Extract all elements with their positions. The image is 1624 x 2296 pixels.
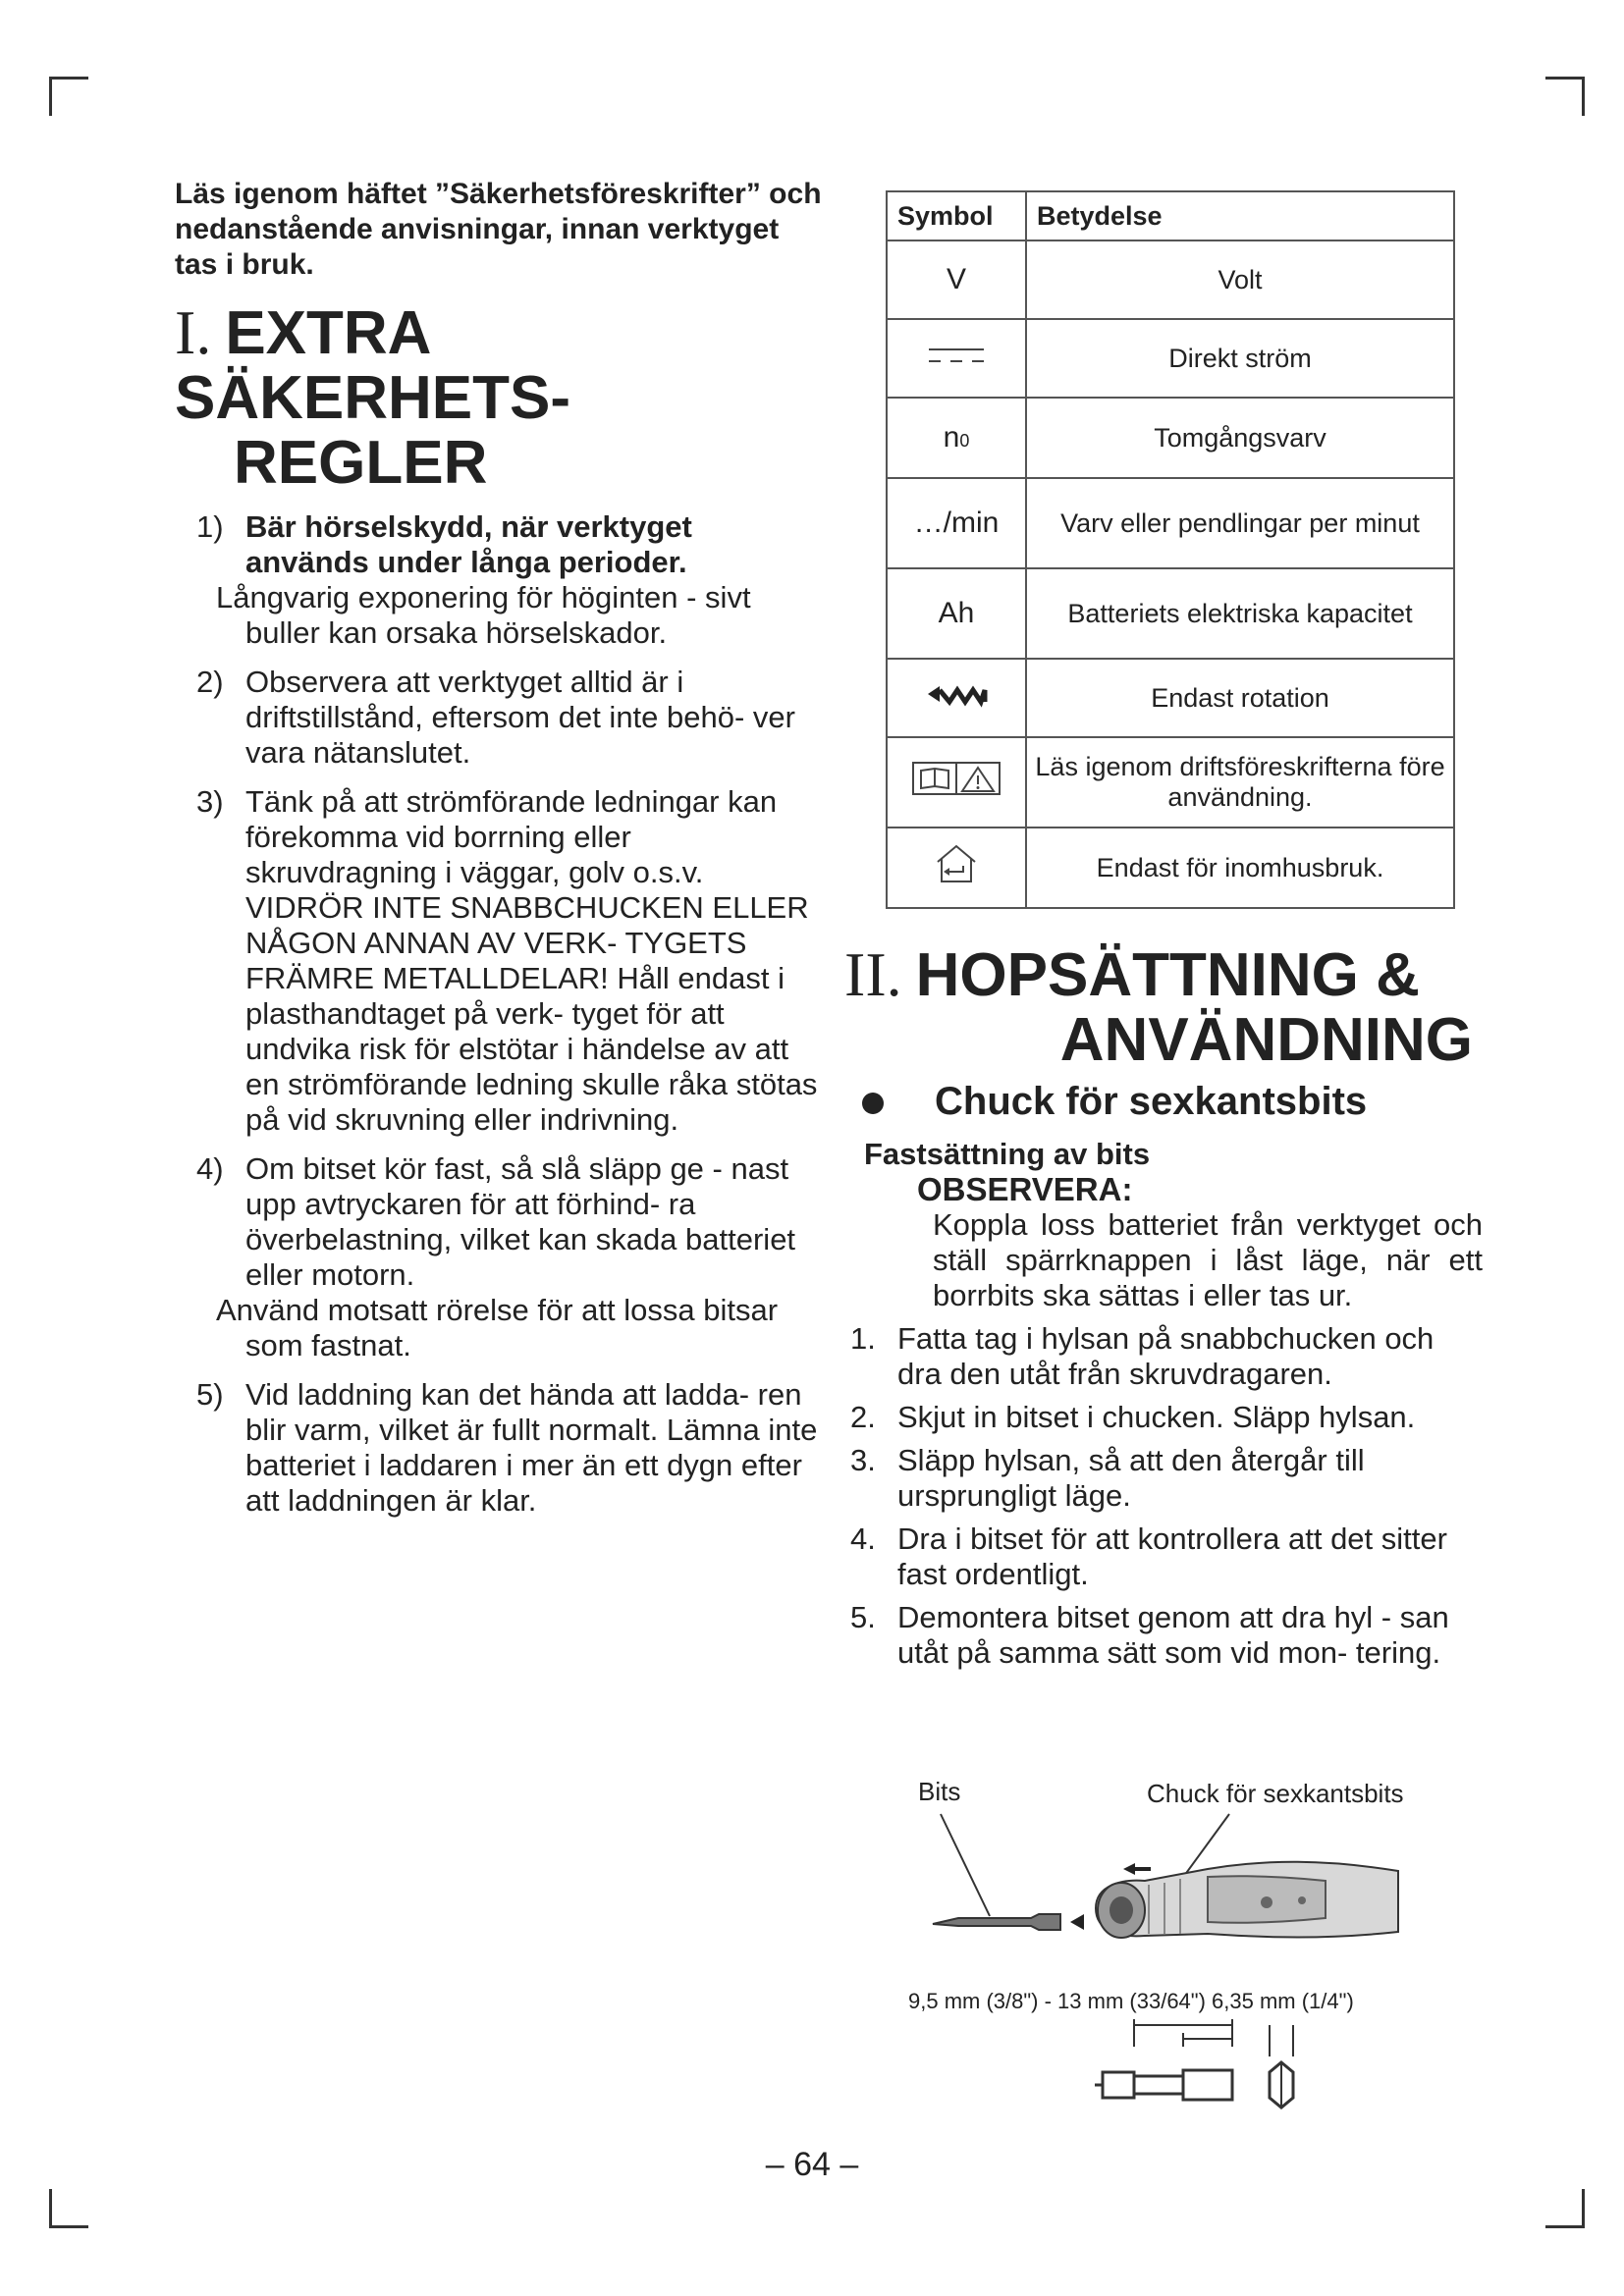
- symbol-cell: …/min: [887, 478, 1026, 568]
- note-heading: OBSERVERA:: [917, 1171, 1133, 1207]
- rule-number: 5): [196, 1377, 224, 1412]
- symbol-table-header: [887, 191, 1454, 240]
- crop-mark-bottom-right-v: [1582, 2189, 1585, 2228]
- rule-item: [175, 509, 823, 651]
- symbol-cell: [887, 737, 1026, 828]
- crop-mark-bottom-right-h: [1545, 2225, 1585, 2228]
- bits-chuck-illustration: [913, 1808, 1404, 1995]
- step-text: Dra i bitset för att kontrollera att det sitter fast ordentligt.: [897, 1522, 1447, 1591]
- rule-sub-text: Använd motsatt rörelse för att lossa bitsar som fastnat.: [216, 1293, 779, 1362]
- rule-item: [175, 784, 823, 1138]
- intro-text: Läs igenom häftet ”Säkerhetsföreskrifter” och nedanstående anvisningar, innan verktyget tas i bruk.: [175, 178, 822, 281]
- step-text: Släpp hylsan, så att den återgår till ursprungligt läge.: [897, 1443, 1365, 1513]
- rule-item: [175, 1151, 823, 1363]
- meaning-cell: Varv eller pendlingar per minut: [1026, 478, 1454, 568]
- subsection-title: Chuck för sexkantsbits: [935, 1080, 1368, 1123]
- table-row: [887, 240, 1454, 319]
- page-number: – 64 –: [765, 2146, 859, 2183]
- attach-instructions: [850, 1137, 1483, 1679]
- header-meaning: Betydelse: [1026, 191, 1454, 240]
- table-row: [887, 737, 1454, 828]
- symbol-cell: [887, 659, 1026, 737]
- rule-number: 2): [196, 665, 224, 699]
- rule-bold-text: Bär hörselskydd, när verktyget används under långa perioder.: [245, 509, 692, 579]
- n0-symbol: n0: [943, 421, 970, 454]
- section2-roman: II.: [844, 939, 902, 1009]
- rule-item: [175, 665, 823, 771]
- section2-title: [844, 939, 1473, 1074]
- table-row: [887, 659, 1454, 737]
- meaning-cell: Volt: [1026, 240, 1454, 319]
- rotation-only-icon: [924, 680, 989, 708]
- crop-mark-top-right-h: [1545, 77, 1585, 80]
- step-text: Skjut in bitset i chucken. Släpp hylsan.: [897, 1400, 1416, 1434]
- table-row: [887, 478, 1454, 568]
- crop-mark-top-right-v: [1582, 77, 1585, 116]
- figure-dimensions: 9,5 mm (3/8") - 13 mm (33/64") 6,35 mm (1/4"): [908, 1989, 1354, 2013]
- rule-text: Observera att verktyget alltid är i driftstillstånd, eftersom det inte behö- ver vara nätanslutet.: [245, 665, 795, 770]
- read-manual-warning-icon: [911, 759, 1001, 798]
- meaning-cell: Endast rotation: [1026, 659, 1454, 737]
- section1-title: [175, 297, 823, 497]
- crop-mark-bottom-left-v: [49, 2189, 52, 2228]
- step-text: Demontera bitset genom att dra hyl - san utåt på samma sätt som vid mon- tering.: [897, 1600, 1449, 1670]
- rule-sub-text: Långvarig exponering för höginten - sivt buller kan orsaka hörselskador.: [216, 580, 751, 650]
- section1-roman: I.: [175, 297, 212, 367]
- rule-text: Vid laddning kan det hända att ladda- ren blir varm, vilket är fullt normalt. Lämna inte batteriet i laddaren i mer än ett dygn efter att laddningen är klar.: [245, 1377, 818, 1518]
- meaning-cell: Tomgångsvarv: [1026, 398, 1454, 478]
- symbol-cell: Ah: [887, 568, 1026, 659]
- meaning-cell: Endast för inomhusbruk.: [1026, 828, 1454, 908]
- rule-item: [175, 1377, 823, 1519]
- table-row: [887, 568, 1454, 659]
- rule-number: 1): [196, 509, 224, 544]
- rule-text: Tänk på att strömförande ledningar kan förekomma vid borrning eller skruvdragning i väggar, golv o.s.v. VIDRÖR INTE SNABBCHUCKEN ELLER NÅGON ANNAN AV VERK- TYGETS FRÄMRE METALLDELAR! Håll endast i plasthandtaget på verk- tyget för att undvika risk för elstötar i händelse av att en strömförande ledning skulle råka stötas på vid skruvning eller indrivning.: [245, 784, 818, 1137]
- meaning-cell: Läs igenom driftsföreskrifterna före användning.: [1026, 737, 1454, 828]
- step-item: [850, 1400, 1483, 1435]
- bullet-icon: [862, 1093, 884, 1114]
- direct-current-icon: [927, 344, 986, 367]
- step-item: [850, 1443, 1483, 1514]
- table-row: [887, 398, 1454, 478]
- step-number: 5.: [850, 1600, 876, 1634]
- rule-text: Om bitset kör fast, så slå släpp ge - nast upp avtryckaren för att förhind- ra överbelastning, vilket kan skada batteriet eller motorn.: [245, 1151, 796, 1292]
- step-item: [850, 1321, 1483, 1392]
- step-number: 3.: [850, 1443, 876, 1477]
- section1-title-line2: REGLER: [234, 429, 488, 497]
- table-row: [887, 319, 1454, 398]
- section2-title-line1: HOPSÄTTNING &: [915, 941, 1420, 1009]
- table-row: [887, 828, 1454, 908]
- rule-number: 3): [196, 784, 224, 819]
- step-text: Fatta tag i hylsan på snabbchucken och dra den utåt från skruvdragaren.: [897, 1321, 1435, 1391]
- symbol-table: [886, 190, 1455, 909]
- section2-title-line2: ANVÄNDNING: [1059, 1006, 1473, 1074]
- rule-number: 4): [196, 1151, 224, 1186]
- crop-mark-top-left-v: [49, 77, 52, 116]
- step-number: 4.: [850, 1522, 876, 1556]
- figure-label-chuck: Chuck för sexkantsbits: [1147, 1779, 1404, 1808]
- step-number: 1.: [850, 1321, 876, 1356]
- subsection-heading: [862, 1080, 1367, 1124]
- steps-list: [850, 1321, 1483, 1671]
- section1-title-line1: EXTRA SÄKERHETS-: [175, 299, 571, 432]
- figure-label-bits: Bits: [918, 1777, 961, 1806]
- step-item: [850, 1600, 1483, 1671]
- left-column: [175, 177, 823, 1532]
- meaning-cell: Direkt ström: [1026, 319, 1454, 398]
- symbol-cell: V: [887, 240, 1026, 319]
- crop-mark-top-left-h: [49, 77, 88, 80]
- indoor-use-icon: [932, 842, 981, 885]
- safety-rules-list: [175, 509, 823, 1519]
- step-number: 2.: [850, 1400, 876, 1434]
- bit-dimension-diagram: [1095, 2017, 1330, 2125]
- symbol-cell: [887, 319, 1026, 398]
- step-item: [850, 1522, 1483, 1592]
- header-symbol: Symbol: [887, 191, 1026, 240]
- symbol-cell: [887, 828, 1026, 908]
- crop-mark-bottom-left-h: [49, 2225, 88, 2228]
- note-text: Koppla loss batteriet från verktyget och ställ spärrknappen i låst läge, när ett borrbits ska sättas i eller tas ur.: [933, 1207, 1483, 1312]
- meaning-cell: Batteriets elektriska kapacitet: [1026, 568, 1454, 659]
- attach-heading: Fastsättning av bits: [864, 1137, 1151, 1171]
- symbol-cell: [887, 398, 1026, 478]
